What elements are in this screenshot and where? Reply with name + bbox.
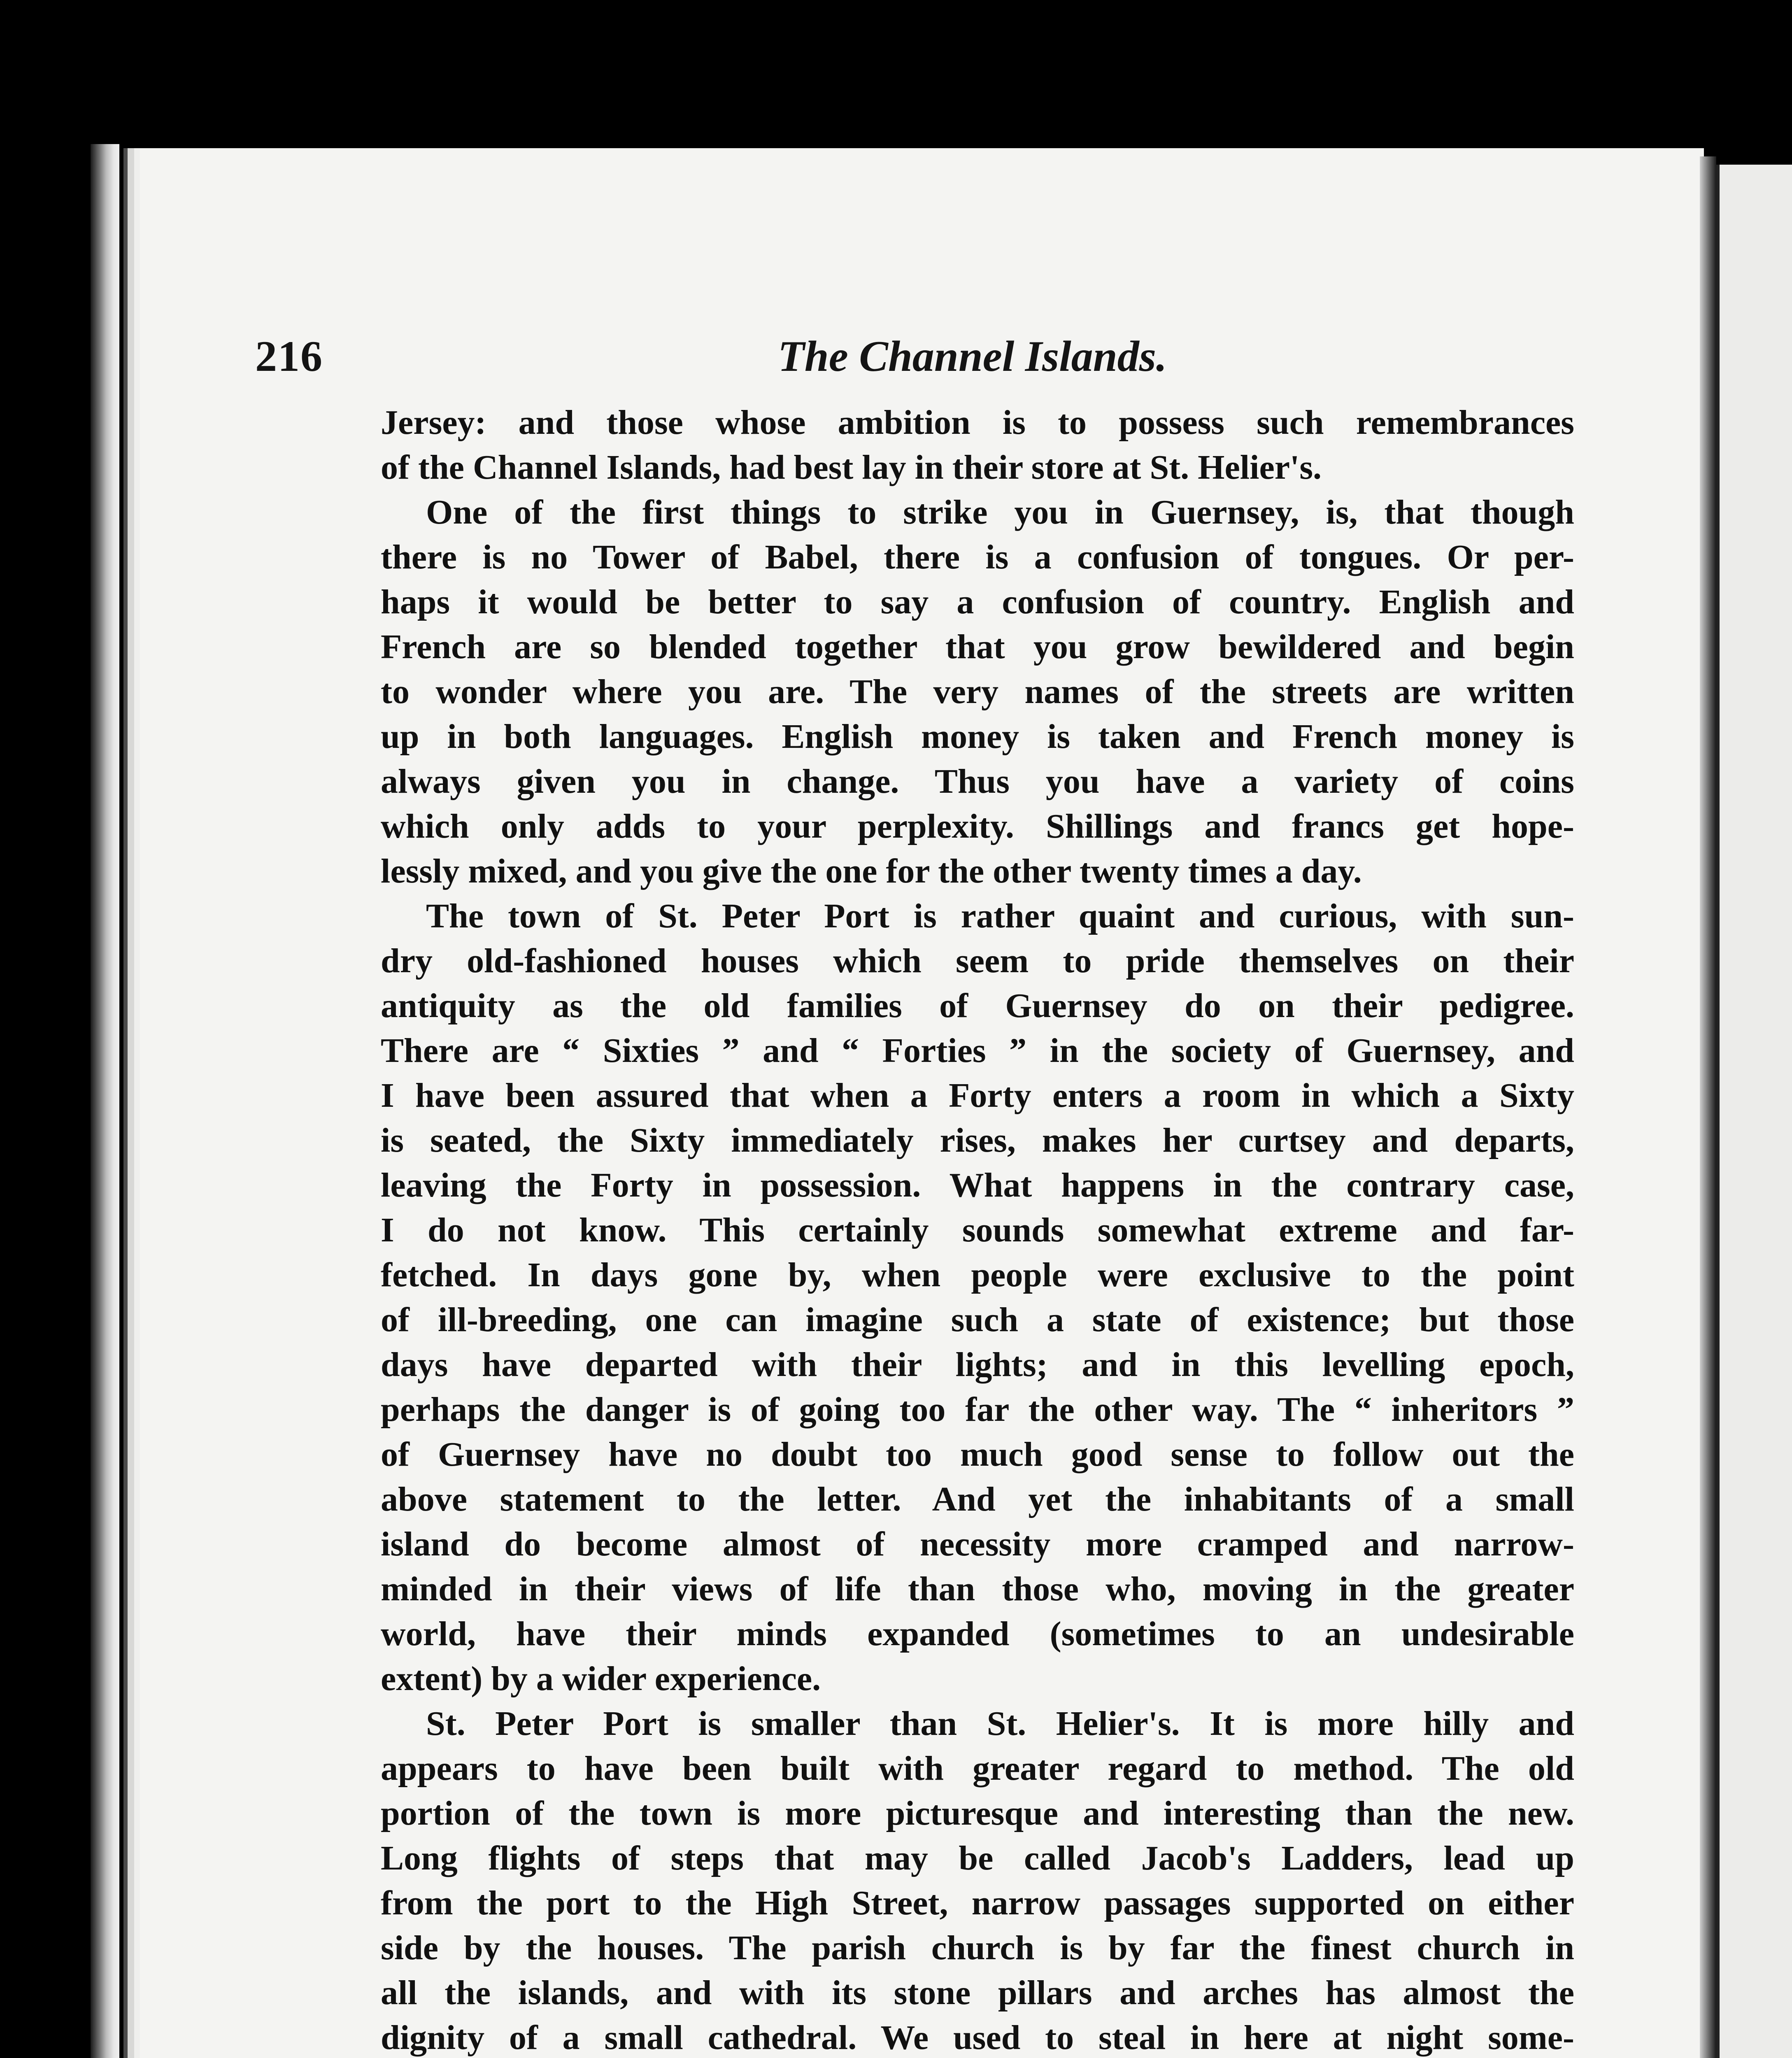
text-line: lessly mixed, and you give the one for the other twenty times a day. (381, 852, 1362, 890)
text-line: to wonder where you are. The very names of the streets are written (381, 673, 1574, 711)
text-line: I have been assured that when a Forty enters a room in which a Sixty (381, 1076, 1574, 1115)
text-line: above statement to the letter. And yet the inhabitants of a small (381, 1480, 1574, 1518)
text-line: all the islands, and with its stone pillars and arches has almost the (381, 1974, 1574, 2012)
text-line: island do become almost of necessity more cramped and narrow- (381, 1525, 1574, 1563)
text-line: of ill-breeding, one can imagine such a state of existence; but those (381, 1301, 1574, 1339)
text-line: St. Peter Port is smaller than St. Helier's. It is more hilly and (426, 1704, 1574, 1743)
text-line: Long flights of steps that may be called Jacob's Ladders, lead up (381, 1839, 1574, 1877)
text-line: appears to have been built with greater regard to method. The old (381, 1749, 1574, 1788)
text-line: fetched. In days gone by, when people were exclusive to the point (381, 1256, 1574, 1294)
text-line: leaving the Forty in possession. What happens in the contrary case, (381, 1166, 1574, 1204)
page-edge-right (1700, 156, 1716, 2058)
text-line: haps it would be better to say a confusion of country. English and (381, 583, 1574, 621)
text-line: world, have their minds expanded (sometimes to an undesirable (381, 1615, 1574, 1653)
text-line: perhaps the danger is of going too far the other way. The “ inheritors ” (381, 1390, 1574, 1429)
text-line: of the Channel Islands, had best lay in their store at St. Helier's. (381, 448, 1322, 487)
text-line: portion of the town is more picturesque and interesting than the new. (381, 1794, 1574, 1832)
text-line: up in both languages. English money is taken and French money is (381, 717, 1574, 756)
facing-page-edge (1716, 165, 1792, 2058)
text-line: always given you in change. Thus you have a variety of coins (381, 762, 1574, 801)
text-line: One of the first things to strike you in Guernsey, is, that though (426, 493, 1574, 531)
text-line: is seated, the Sixty immediately rises, makes her curtsey and departs, (381, 1121, 1574, 1159)
text-line: there is no Tower of Babel, there is a confusion of tongues. Or per- (381, 538, 1574, 576)
page-header (255, 331, 1585, 389)
text-line: side by the houses. The parish church is by far the finest church in (381, 1929, 1574, 1967)
running-title: The Channel Islands. (778, 332, 1167, 380)
text-line: The town of St. Peter Port is rather quaint and curious, with sun- (426, 897, 1574, 935)
text-line: minded in their views of life than those who, moving in the greater (381, 1570, 1574, 1608)
page-edge-left (91, 144, 119, 2058)
text-line: extent) by a wider experience. (381, 1660, 821, 1698)
page-number: 216 (255, 332, 323, 380)
text-line: dignity of a small cathedral. We used to steal in here at night some- (381, 2018, 1574, 2057)
text-line: of Guernsey have no doubt too much good sense to follow out the (381, 1435, 1574, 1474)
text-line: French are so blended together that you grow bewildered and begin (381, 628, 1574, 666)
text-line: from the port to the High Street, narrow passages supported on either (381, 1884, 1574, 1922)
text-line: Jersey: and those whose ambition is to possess such remembrances (381, 403, 1574, 442)
text-line: dry old-fashioned houses which seem to pride themselves on their (381, 942, 1574, 980)
text-line: antiquity as the old families of Guernsey do on their pedigree. (381, 987, 1574, 1025)
text-line: which only adds to your perplexity. Shillings and francs get hope- (381, 807, 1574, 845)
body-text (381, 400, 1574, 2058)
text-line: There are “ Sixties ” and “ Forties ” in the society of Guernsey, and (381, 1031, 1574, 1070)
text-line: days have departed with their lights; and in this levelling epoch, (381, 1346, 1574, 1384)
text-line: I do not know. This certainly sounds somewhat extreme and far- (381, 1211, 1574, 1249)
